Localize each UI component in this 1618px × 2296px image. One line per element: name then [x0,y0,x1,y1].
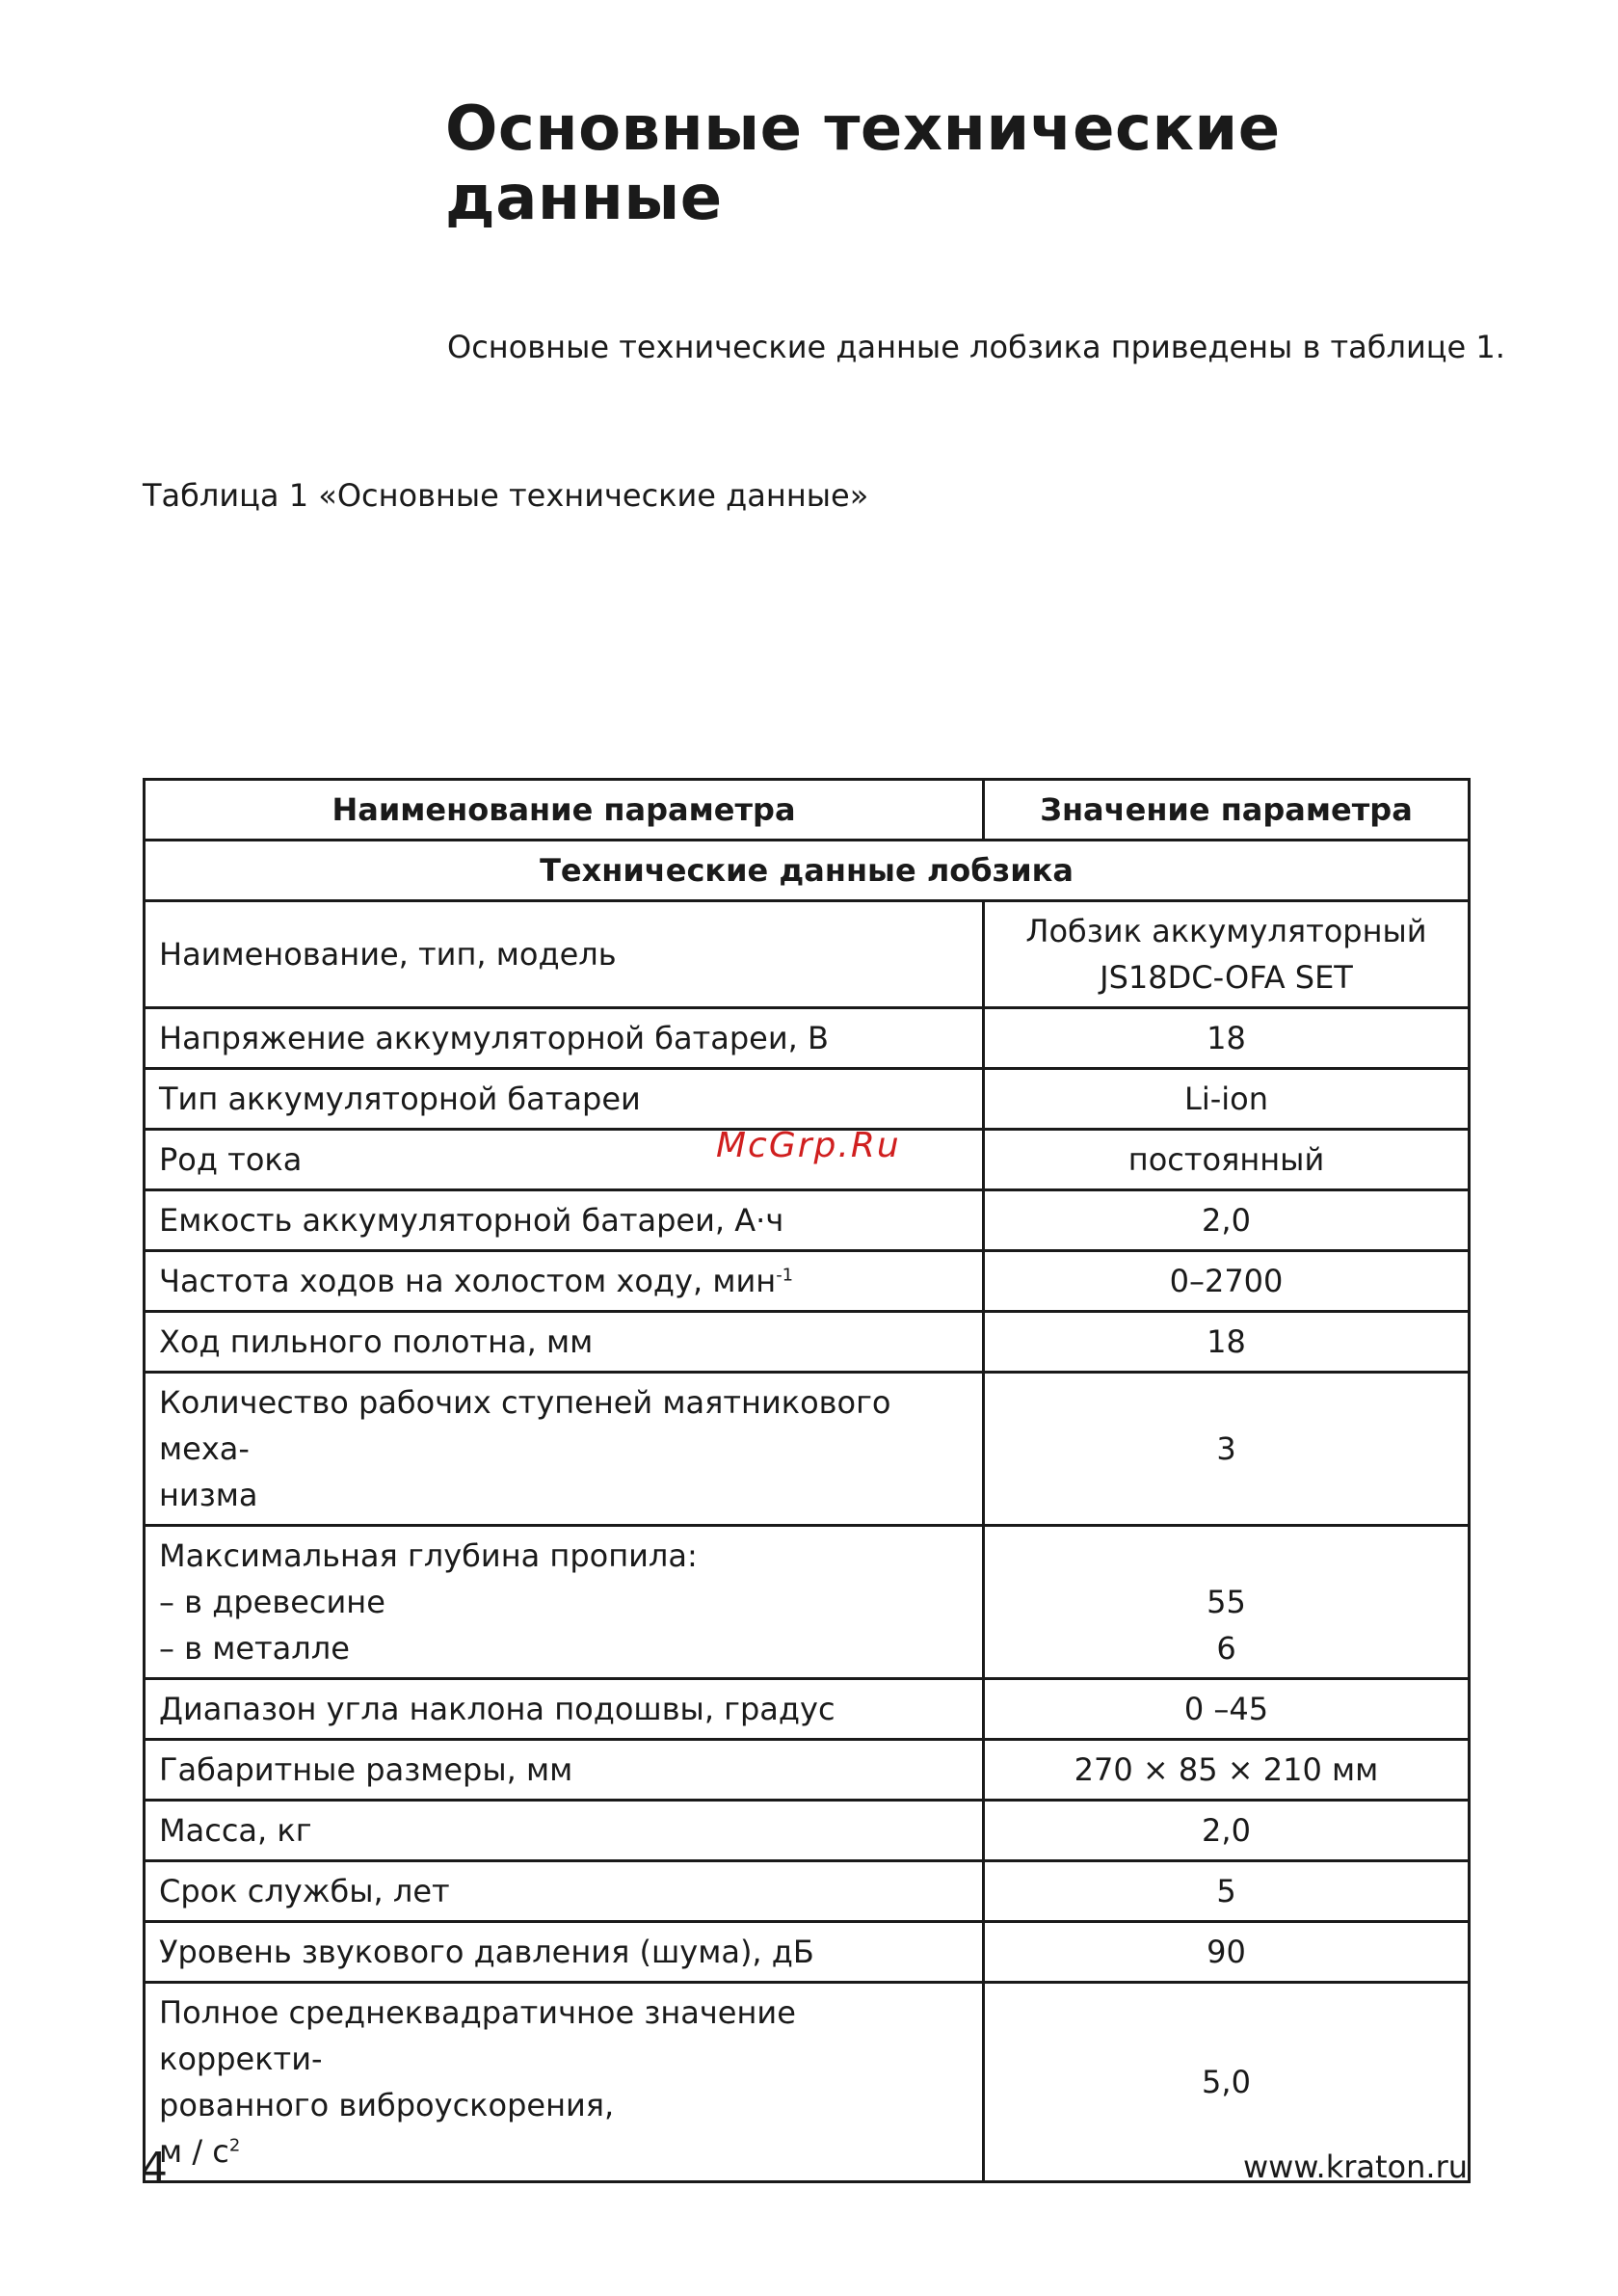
parameter-value-cell [984,1312,1470,1373]
parameter-value-cell [984,1801,1470,1861]
parameter-name [159,931,968,977]
parameter-value: 2,0 [1202,1202,1251,1239]
parameter-value-cell [984,1740,1470,1801]
parameter-name [159,1379,968,1472]
parameter-name-text: Полное среднеквадратичное значение корректи- [159,1994,796,2077]
parameter-name-text: Количество рабочих ступеней маятникового меха- [159,1384,891,1467]
table-row [145,1801,1470,1861]
parameter-name-text: Ход пильного полотна, мм [159,1323,594,1360]
parameter-value-cell [984,901,1470,1008]
parameter-value: 2,0 [1202,1812,1251,1849]
parameter-name [159,1258,968,1304]
parameter-name-cell [145,1312,984,1373]
parameter-name-text: Масса, кг [159,1812,312,1849]
parameter-value-cell [984,1526,1470,1679]
table-section-row [145,841,1470,901]
table-row [145,1008,1470,1069]
parameter-name-cell [145,1679,984,1740]
parameter-name-text: Напряжение аккумуляторной батареи, В [159,1020,829,1056]
parameter-value-cell [984,1190,1470,1251]
parameter-name-cell [145,1008,984,1069]
parameter-name-cell [145,1861,984,1922]
parameter-value: 5 [1216,1873,1236,1909]
parameter-name [159,1533,968,1579]
parameter-name-cell [145,1922,984,1983]
parameter-name [159,1747,968,1793]
parameter-name-text: – в древесине [159,1584,385,1620]
parameter-name-cell [145,1801,984,1861]
parameter-value: 90 [1207,1934,1246,1970]
table-header-row [145,780,1470,841]
parameter-value: 18 [1207,1323,1246,1360]
parameter-name-text: Диапазон угла наклона подошвы, градус [159,1691,836,1727]
parameter-name [159,1686,968,1732]
parameter-value-cell [984,1922,1470,1983]
header-parameter-value: Значение параметра [984,780,1470,841]
parameter-name [159,1197,968,1243]
parameter-value: 0 –45 [1183,1691,1269,1727]
parameter-name-text: Габаритные размеры, мм [159,1751,573,1788]
parameter-name [159,1625,968,1671]
unit-superscript: -1 [776,1265,794,1286]
header-parameter-name: Наименование параметра [145,780,984,841]
parameter-name-text: Уровень звукового давления (шума), дБ [159,1934,814,1970]
parameter-value-cell [984,1008,1470,1069]
table-row [145,1679,1470,1740]
parameter-name-cell [145,1740,984,1801]
parameter-name [159,1989,968,2082]
parameter-value-cell [984,1373,1470,1526]
page-title-line-1: Основные технические [445,93,1281,165]
parameter-value-cell [984,1069,1470,1130]
parameter-name-text: Частота ходов на холостом ходу, мин [159,1263,777,1299]
parameter-name [159,1015,968,1061]
parameter-name [159,1319,968,1365]
parameter-value: Li-ion [1183,1081,1268,1117]
parameter-name-text: Наименование, тип, модель [159,936,617,973]
parameter-name [159,1472,968,1518]
parameter-value: 0–2700 [1169,1263,1284,1299]
parameter-value: 3 [1216,1430,1236,1467]
page-title-line-2: данные [445,163,723,234]
table-section-title: Технические данные лобзика [145,841,1470,901]
parameter-name-cell [145,1373,984,1526]
watermark-text: McGrp.Ru [716,1126,901,1165]
parameter-value: Лобзик аккумуляторный [1025,913,1427,949]
parameter-name-cell [145,1251,984,1312]
parameter-name-text: м / с [159,2133,229,2170]
parameter-name-text: рованного виброускорения, [159,2087,615,2123]
table-row [145,1312,1470,1373]
page-number: 4 [141,2144,168,2193]
parameter-value: 55 [1207,1584,1246,1620]
parameter-name-text: Тип аккумуляторной батареи [159,1081,641,1117]
parameter-name [159,1868,968,1914]
parameter-value: 270 × 85 × 210 мм [1074,1751,1379,1788]
spec-table [143,778,1471,2183]
parameter-value: JS18DC-OFA SET [1100,959,1353,996]
parameter-name [159,1076,968,1122]
table-row [145,1740,1470,1801]
parameter-value [998,1533,1454,1579]
parameter-value-cell [984,1130,1470,1190]
parameter-name-text: Род тока [159,1141,303,1178]
parameter-name [159,1929,968,1975]
table-row [145,1922,1470,1983]
parameter-value: 5,0 [1202,2064,1251,2100]
parameter-value-cell [984,1251,1470,1312]
parameter-name-cell [145,1190,984,1251]
table-row [145,1069,1470,1130]
table-row [145,1526,1470,1679]
parameter-name-cell [145,1069,984,1130]
parameter-name-text: Емкость аккумуляторной батареи, А·ч [159,1202,784,1239]
parameter-name [159,1579,968,1625]
footer-url: www.kraton.ru [1242,2149,1468,2185]
unit-superscript: 2 [228,2135,241,2156]
parameter-name-text: – в металле [159,1630,350,1667]
parameter-name-cell [145,901,984,1008]
parameter-name-text: низма [159,1477,258,1513]
table-caption: Таблица 1 «Основные технические данные» [143,477,869,514]
intro-text: Основные технические данные лобзика приведены в таблице 1. [447,329,1505,365]
parameter-value: постоянный [1127,1141,1325,1178]
table-row [145,1861,1470,1922]
parameter-value-cell [984,1679,1470,1740]
table-row [145,1190,1470,1251]
parameter-name [159,2082,968,2128]
parameter-value-cell [984,1861,1470,1922]
table-row [145,901,1470,1008]
parameter-value: 6 [1216,1630,1236,1667]
parameter-name [159,1807,968,1854]
parameter-name-text: Срок службы, лет [159,1873,450,1909]
table-row [145,1373,1470,1526]
page-title [445,94,1505,233]
parameter-name-cell [145,1983,984,2182]
parameter-name-cell [145,1526,984,1679]
table-row [145,1251,1470,1312]
parameter-name [159,2128,968,2175]
parameter-name-text: Максимальная глубина пропила: [159,1537,698,1574]
parameter-value: 18 [1207,1020,1246,1056]
